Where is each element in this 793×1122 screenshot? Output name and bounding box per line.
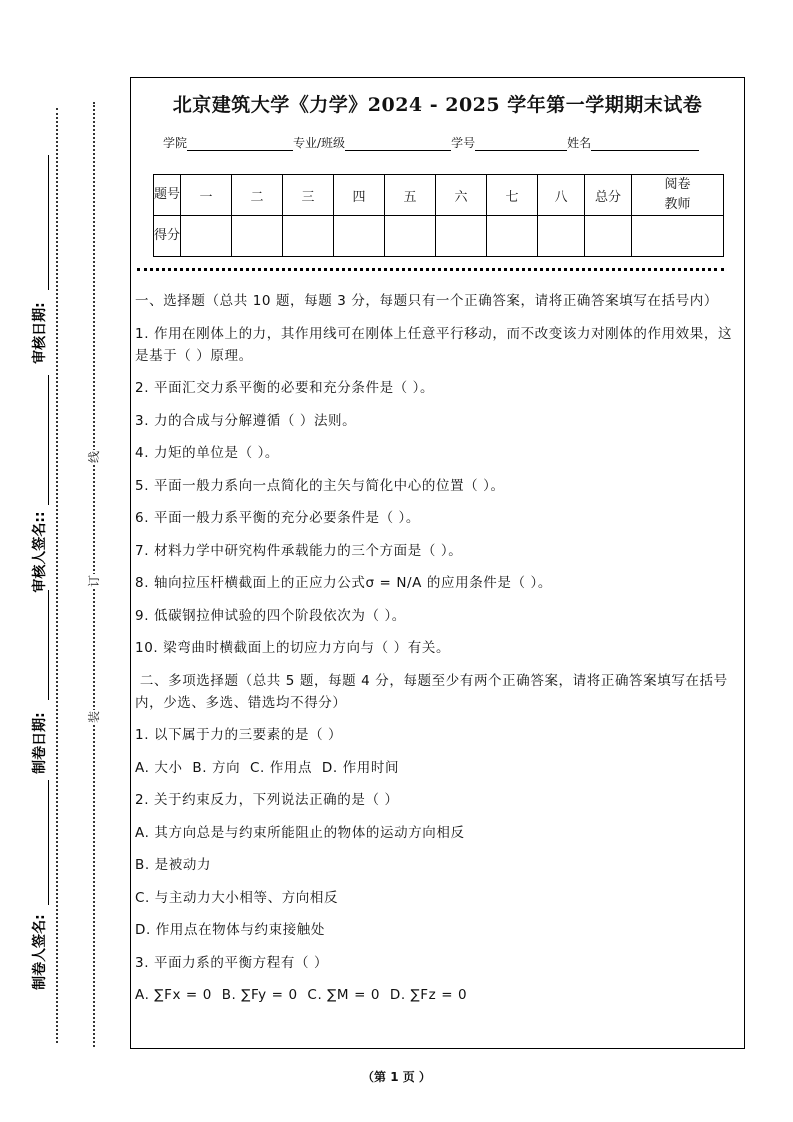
column-5: 五 [385, 175, 436, 216]
section-heading: 二、多项选择题（总共 5 题，每题 4 分，每题至少有两个正确答案，请将正确答案填写在括号内，少选、多选、错选均不得分） [135, 672, 728, 711]
exam-frame [130, 77, 745, 1049]
question: 4. 力矩的单位是（ ）。 [135, 445, 280, 461]
margin-dotted-line-left [56, 108, 58, 1043]
column-8: 八 [538, 175, 585, 216]
binding-char-stitch: 装 [87, 711, 101, 724]
column-1: 一 [181, 175, 232, 216]
student-info-row [163, 134, 699, 151]
score-cell[interactable] [283, 216, 334, 257]
name-field[interactable] [591, 136, 699, 151]
maker-date-label: 制卷日期: [32, 712, 48, 774]
question: 6. 平面一般力系平衡的充分必要条件是（ ）。 [135, 510, 421, 526]
score-cell[interactable] [181, 216, 232, 257]
page-number: （第 1 页 ） [362, 1070, 431, 1084]
score-cell[interactable] [385, 216, 436, 257]
reviewer-date-label: 审核日期: [32, 302, 48, 364]
score-cell[interactable] [585, 216, 632, 257]
score-cell[interactable] [232, 216, 283, 257]
exam-title: 北京建筑大学《力学》2024 - 2025 学年第一学期期末试卷 [172, 94, 703, 116]
score-table-score-row [154, 216, 724, 257]
score-table-header-row [154, 175, 724, 216]
column-grader: 阅卷教师 [632, 175, 724, 216]
question-option: A. 其方向总是与约束所能阻止的物体的运动方向相反 [135, 824, 465, 841]
maker-signature-line [48, 780, 49, 905]
column-2: 二 [232, 175, 283, 216]
question: 3. 平面力系的平衡方程有（ ） [135, 954, 329, 971]
binding-char-line: 线 [87, 451, 101, 464]
question: 8. 轴向拉压杆横截面上的正应力公式σ = N/A 的应用条件是（ ）。 [135, 575, 552, 591]
question: 1. 作用在刚体上的力，其作用线可在刚体上任意平行移动，而不改变该力对刚体的作用效果，这是基于（ ）原理。 [135, 325, 733, 364]
major-class-field[interactable] [345, 136, 451, 151]
name-label: 姓名 [567, 136, 592, 150]
reviewer-signature-line [48, 375, 49, 505]
reviewer-date-line [48, 155, 49, 290]
question-options: A. 大小 B. 方向 C. 作用点 D. 作用时间 [135, 759, 400, 776]
question: 1. 以下属于力的三要素的是（ ） [135, 727, 343, 743]
question: 2. 平面汇交力系平衡的必要和充分条件是（ ）。 [135, 380, 435, 396]
score-cell[interactable] [538, 216, 585, 257]
dotted-separator [137, 268, 724, 271]
column-6: 六 [436, 175, 487, 216]
column-7: 七 [487, 175, 538, 216]
exam-content [135, 290, 740, 1017]
college-field[interactable] [187, 136, 293, 151]
student-id-label: 学号 [451, 136, 476, 150]
question: 9. 低碳钢拉伸试验的四个阶段依次为（ ）。 [135, 607, 406, 624]
column-3: 三 [283, 175, 334, 216]
score-cell[interactable] [436, 216, 487, 257]
score-cell[interactable] [487, 216, 538, 257]
question: 5. 平面一般力系向一点简化的主矢与简化中心的位置（ ）。 [135, 477, 505, 494]
score-cell[interactable] [334, 216, 385, 257]
question-options: A. ∑Fx = 0 B. ∑Fy = 0 C. ∑M = 0 D. ∑Fz = 0 [135, 987, 468, 1003]
question: 2. 关于约束反力，下列说法正确的是（ ） [135, 792, 399, 808]
question-option: C. 与主动力大小相等、方向相反 [135, 889, 339, 906]
column-4: 四 [334, 175, 385, 216]
question-number-label: 题号 [154, 175, 181, 216]
binding-char-bind: 订 [87, 575, 101, 588]
major-class-label: 专业/班级 [293, 136, 346, 150]
score-label: 得分 [154, 216, 181, 257]
question: 10. 梁弯曲时横截面上的切应力方向与（ ）有关。 [135, 640, 451, 656]
question: 3. 力的合成与分解遵循（ ）法则。 [135, 412, 357, 429]
reviewer-signature-label: 审核人签名:: [32, 511, 48, 593]
question-option: D. 作用点在物体与约束接触处 [135, 922, 325, 938]
student-id-field[interactable] [475, 136, 567, 151]
maker-signature-label: 制卷人签名: [32, 914, 48, 990]
college-label: 学院 [163, 136, 188, 150]
question: 7. 材料力学中研究构件承载能力的三个方面是（ ）。 [135, 542, 463, 559]
maker-date-line [48, 590, 49, 700]
score-table [153, 174, 724, 257]
score-cell[interactable] [632, 216, 724, 257]
column-total: 总分 [585, 175, 632, 216]
question-option: B. 是被动力 [135, 857, 212, 873]
section-heading: 一、选择题（总共 10 题，每题 3 分，每题只有一个正确答案，请将正确答案填写在括号内） [135, 293, 718, 309]
